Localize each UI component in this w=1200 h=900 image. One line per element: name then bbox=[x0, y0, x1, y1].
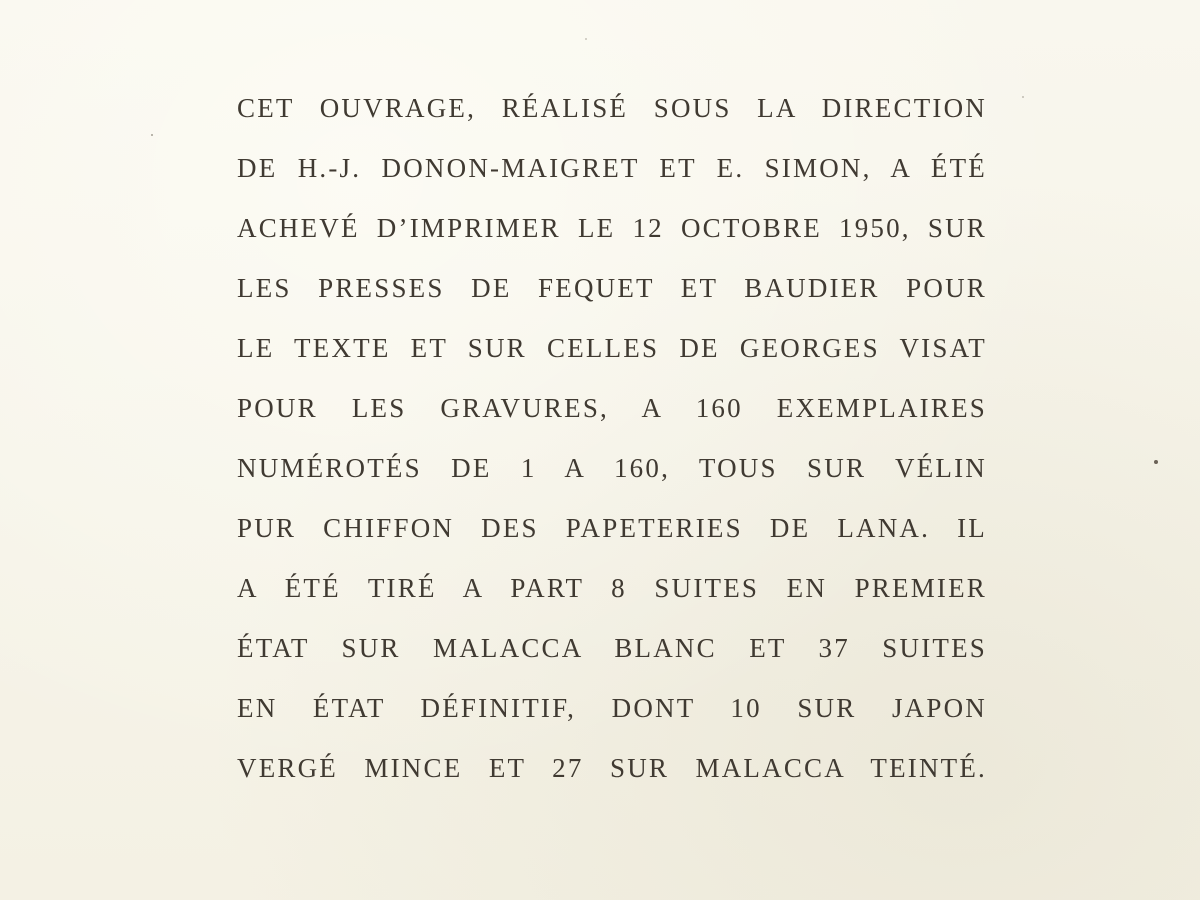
colophon-line-4: LES PRESSES DE FEQUET ET BAUDIER POUR bbox=[237, 273, 987, 303]
paper-speck bbox=[1154, 460, 1158, 464]
colophon-text bbox=[237, 78, 987, 798]
colophon-line-12: VERGÉ MINCE ET 27 SUR MALACCA TEINTÉ. bbox=[237, 753, 987, 783]
paper-speck bbox=[1022, 96, 1024, 98]
colophon-line-8: PUR CHIFFON DES PAPETERIES DE LANA. IL bbox=[237, 513, 987, 543]
colophon-line-2: DE H.-J. DONON-MAIGRET ET E. SIMON, A ÉTÉ bbox=[237, 153, 987, 183]
colophon-line-7: NUMÉROTÉS DE 1 A 160, TOUS SUR VÉLIN bbox=[237, 453, 987, 483]
colophon-line-10: ÉTAT SUR MALACCA BLANC ET 37 SUITES bbox=[237, 633, 987, 663]
colophon-line-5: LE TEXTE ET SUR CELLES DE GEORGES VISAT bbox=[237, 333, 987, 363]
colophon-line-9: A ÉTÉ TIRÉ A PART 8 SUITES EN PREMIER bbox=[237, 573, 987, 603]
paper-speck bbox=[151, 134, 153, 136]
colophon-line-11: EN ÉTAT DÉFINITIF, DONT 10 SUR JAPON bbox=[237, 693, 987, 723]
colophon-line-3: ACHEVÉ D’IMPRIMER LE 12 OCTOBRE 1950, SUR bbox=[237, 213, 987, 243]
colophon-line-1: CET OUVRAGE, RÉALISÉ SOUS LA DIRECTION bbox=[237, 93, 987, 123]
paper-speck bbox=[585, 38, 587, 40]
colophon-line-6: POUR LES GRAVURES, A 160 EXEMPLAIRES bbox=[237, 393, 987, 423]
